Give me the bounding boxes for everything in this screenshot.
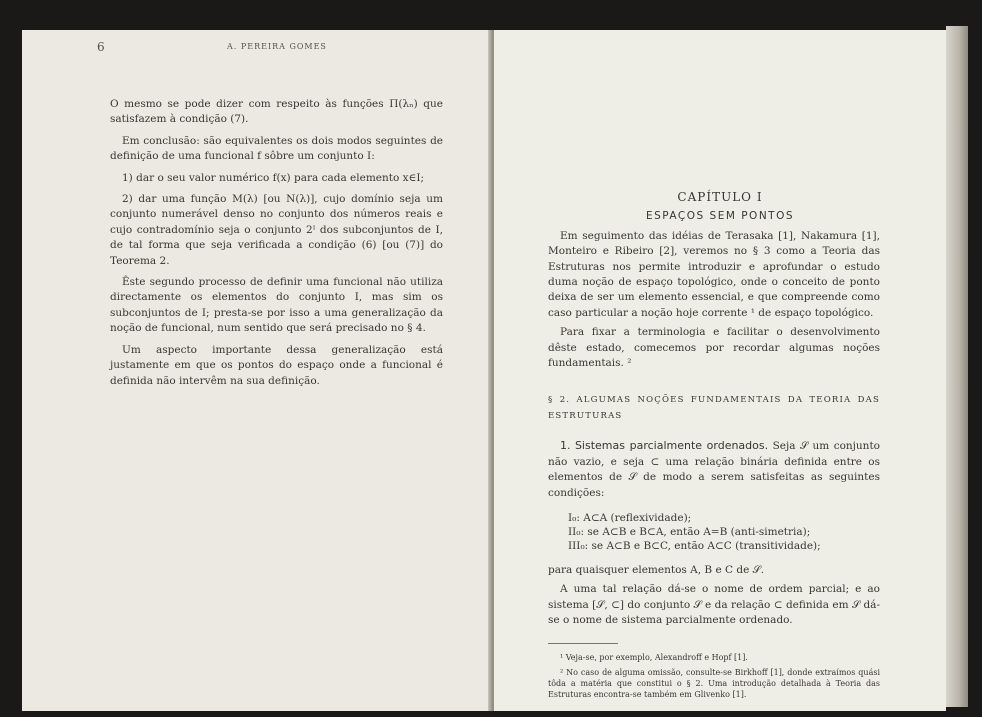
footnote: ² No caso de alguma omissão, consulte-se Birkhoff [1], donde extraímos quási tôda a matéria que constitui o § 2. Uma introdução detalhada à Teoria das Estruturas encontra-se também em Glivenko [1]. (548, 667, 880, 699)
axiom-antisymmetry: II₀: se A⊂B e B⊂A, então A=B (anti-simetria); (568, 525, 811, 538)
page-stack-edge (946, 26, 968, 707)
section-heading: § 2. ALGUMAS NOÇÕES FUNDAMENTAIS DA TEORIA DAS ESTRUTURAS (548, 395, 880, 421)
left-body-text (110, 97, 443, 395)
subsection-number: 1. (560, 439, 571, 453)
paragraph: A uma tal relação dá-se o nome de ordem parcial; e ao sistema [𝒮, ⊂] do conjunto 𝒮 e da relação ⊂ definida em 𝒮 dá-se o nome de sistema parcialmente ordenado. (548, 583, 880, 627)
paragraph: Para fixar a terminologia e facilitar o desenvolvimento dêste estado, comecemos por recordar algumas noções fundamentais. ² (548, 326, 880, 370)
chapter-title: ESPAÇOS SEM PONTOS (645, 210, 795, 223)
footnote-rule (548, 643, 618, 644)
paragraph: O mesmo se pode dizer com respeito às funções Π(λₙ) que satisfazem à condição (7). (110, 98, 443, 126)
axiom-transitivity: III₀: se A⊂B e B⊂C, então A⊂C (transitividade); (568, 539, 821, 552)
axiom-reflexivity: I₀: A⊂A (reflexividade); (568, 511, 692, 524)
paragraph: Êste segundo processo de definir uma funcional não utiliza directamente os elementos do conjunto I, mas sim os subconjuntos de I; presta-se por isso a uma generalização da noção de funcional, num sentido que será precisado no § 4. (110, 276, 443, 335)
paragraph: Um aspecto importante dessa generalização está justamente em que os pontos do espaço onde a funcional é definida não intervêm na sua definição. (110, 343, 443, 387)
footnote: ¹ Veja-se, por exemplo, Alexandroff e Hopf [1]. (560, 652, 748, 662)
list-item: 1) dar o seu valor numérico f(x) para cada elemento x∈I; (122, 171, 425, 184)
axiom-list (568, 511, 880, 553)
page-number: 6 (97, 40, 105, 54)
running-head: A. PEREIRA GOMES (227, 42, 327, 51)
subsection (548, 438, 880, 501)
subsection-title: Sistemas parcialmente ordenados. (574, 439, 769, 453)
paragraph: Em conclusão: são equivalentes os dois modos seguintes de definição de uma funcional f sôbre um conjunto I: (110, 134, 443, 163)
paragraph: para quaisquer elementos A, B e C de 𝒮. (548, 563, 765, 576)
list-item: 2) dar uma função M(λ) [ou N(λ)], cujo domínio seja um conjunto numerável denso no conjunto dos números reais e cujo contradomínio seja o conjunto 2ᴵ dos subconjuntos de I, de tal forma que seja verificada a condição (6) [ou (7)] do Teorema 2. (110, 193, 443, 267)
right-body-text (548, 190, 880, 704)
subsection-text: Seja 𝒮 um conjunto não vazio, e seja ⊂ uma relação binária definida entre os elementos de 𝒮 de modo a serem satisfeitas as seguintes condições: (548, 440, 880, 499)
chapter-label: CAPÍTULO I (677, 190, 763, 204)
paragraph: Em seguimento das idéias de Terasaka [1], Nakamura [1], Monteiro e Ribeiro [2], veremos no § 3 como a Teoria das Estruturas nos permite introduzir e aprofundar o estudo duma noção de espaço topológico, onde o conceito de ponto deixa de ser um elemento essencial, e que compreende como caso particular a noção hoje corrente ¹ de espaço topológico. (548, 229, 880, 319)
